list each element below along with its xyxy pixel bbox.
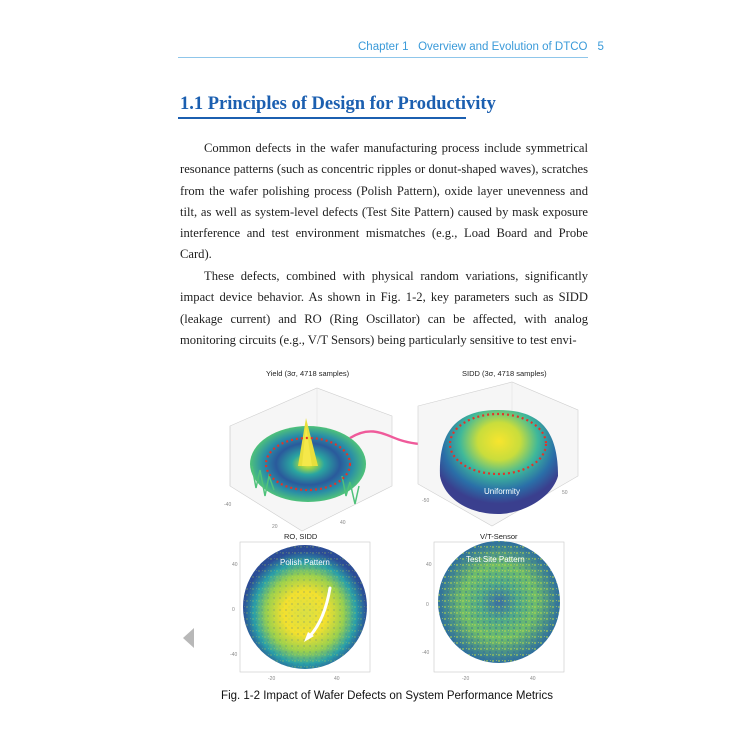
panel-yield-title: Yield (3σ, 4718 samples): [266, 369, 350, 378]
panel-sidd: [418, 369, 578, 526]
previous-page-arrow-icon[interactable]: [182, 627, 196, 649]
svg-text:40: 40: [426, 562, 432, 568]
panel-vt-title: V/T-Sensor: [480, 532, 518, 541]
header-rule: [178, 57, 588, 58]
svg-text:-50: -50: [422, 498, 430, 504]
panel-sidd-title: SIDD (3σ, 4718 samples): [462, 369, 547, 378]
header-chapter: Chapter 1: [358, 41, 409, 53]
svg-text:50: 50: [562, 490, 568, 496]
svg-text:40: 40: [232, 562, 238, 568]
svg-text:-40: -40: [224, 502, 232, 508]
panel-ro-title: RO, SIDD: [284, 532, 318, 541]
panel-yield: [224, 369, 392, 531]
svg-text:40: 40: [530, 676, 536, 682]
svg-text:20: 20: [272, 524, 278, 530]
panel-vt-sensor: [422, 532, 564, 682]
svg-text:-40: -40: [422, 650, 430, 656]
figure-wafer-defects: [222, 366, 592, 688]
svg-text:40: 40: [340, 520, 346, 526]
svg-text:0: 0: [426, 602, 429, 608]
svg-text:-20: -20: [462, 676, 470, 682]
section-title: 1.1 Principles of Design for Productivity: [180, 94, 496, 114]
figure-caption: Fig. 1-2 Impact of Wafer Defects on System Performance Metrics: [221, 690, 553, 702]
svg-text:-20: -20: [268, 676, 276, 682]
paragraph-impact: These defects, combined with physical random variations, significantly impact device behavior. As shown in Fig. 1-2, key parameters such as SIDD (leakage current) and RO (Ring Oscillator) can be affected, with analog monitoring circuits (e.g., V/T Sensors) being particularly sensitive to test envi-: [180, 269, 588, 347]
page-number: 5: [597, 41, 604, 53]
svg-text:0: 0: [232, 607, 235, 613]
page-header: [358, 41, 604, 53]
svg-text:40: 40: [334, 676, 340, 682]
section-title-underline: [178, 117, 466, 119]
svg-text:-40: -40: [230, 652, 238, 658]
panel-ro-label: Polish Pattern: [280, 558, 330, 567]
paragraph-defects: Common defects in the wafer manufacturing process include symmetrical resonance patterns (such as concentric ripples or donut-shaped waves), scratches from the wafer polishing process (Polish Pattern), oxide layer unevenness and tilt, as well as system-level defects (Test Site Pattern) caused by mask exposure interference and test environment mismatches (e.g., Load Board and Probe Card).: [180, 141, 588, 262]
panel-ro-sidd: [230, 532, 370, 682]
panel-vt-label: Test Site Pattern: [466, 555, 525, 564]
header-title: Overview and Evolution of DTCO: [418, 41, 588, 53]
panel-sidd-label: Uniformity: [484, 487, 521, 496]
